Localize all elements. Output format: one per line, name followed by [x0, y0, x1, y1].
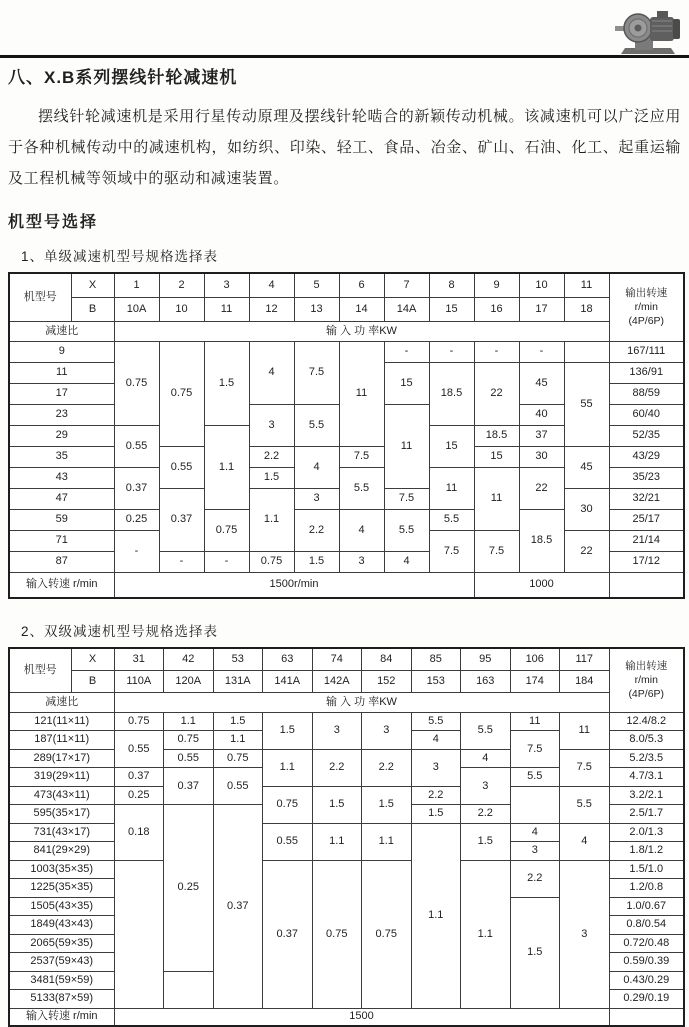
power-cell: 2.2: [411, 786, 461, 805]
power-cell: 5.5: [411, 712, 461, 731]
power-cell: 1.1: [362, 823, 412, 860]
power-cell: 0.75: [263, 786, 313, 823]
power-cell: 3: [294, 488, 339, 509]
x-value-cell: 106: [510, 648, 560, 670]
output-speed-cell: 12.4/8.2: [609, 712, 684, 731]
reducer-photo-image: [613, 8, 683, 55]
power-cell: 2.2: [249, 446, 294, 467]
power-cell: 4: [560, 823, 610, 860]
power-cell: 1.1: [263, 749, 313, 786]
header-row-b: [9, 297, 684, 321]
power-cell: 1.1: [312, 823, 362, 860]
power-cell: 4: [461, 749, 511, 768]
power-cell: 4: [384, 551, 429, 572]
input-speed-value: 1500r/min: [114, 572, 474, 598]
b-value-cell: 10A: [114, 297, 159, 321]
table-row: [9, 823, 684, 842]
power-cell: 30: [519, 446, 564, 467]
footer-row: [9, 572, 684, 598]
ratio-cell: 841(29×29): [9, 842, 114, 861]
output-speed-header: [609, 273, 684, 341]
power-cell: 4: [411, 731, 461, 750]
power-cell: -: [429, 341, 474, 362]
table-row: [9, 786, 684, 805]
x-value-cell: 84: [362, 648, 412, 670]
ratio-cell: 731(43×17): [9, 823, 114, 842]
power-cell: 11: [429, 467, 474, 509]
model-label-cell: 机型号: [9, 273, 71, 321]
power-cell: 1.5: [461, 823, 511, 860]
power-cell: 22: [474, 362, 519, 425]
output-speed-cell: 167/111: [609, 341, 684, 362]
power-cell: 1.1: [204, 425, 249, 509]
power-cell: 1.5: [204, 341, 249, 425]
b-value-cell: 110A: [114, 670, 164, 692]
power-cell: 11: [510, 712, 560, 731]
ratio-cell: 9: [9, 341, 114, 362]
power-cell: 7.5: [429, 530, 474, 572]
x-value-cell: 9: [474, 273, 519, 297]
power-cell: 11: [384, 404, 429, 488]
b-value-cell: 10: [159, 297, 204, 321]
power-cell: 5.5: [339, 467, 384, 509]
output-speed-cell: [609, 1008, 684, 1026]
ratio-cell: 11: [9, 362, 114, 383]
ratio-label-cell: 减速比: [9, 692, 114, 712]
output-speed-cell: 2.0/1.3: [609, 823, 684, 842]
b-value-cell: 174: [510, 670, 560, 692]
power-cell: 11: [560, 712, 610, 749]
x-value-cell: 53: [213, 648, 263, 670]
power-cell: 1.5: [294, 551, 339, 572]
power-cell: 0.75: [164, 731, 214, 750]
ratio-cell: 35: [9, 446, 114, 467]
power-cell: 5.5: [294, 404, 339, 446]
output-speed-cell: 2.5/1.7: [609, 805, 684, 824]
power-cell: [510, 786, 560, 823]
power-cell: 3: [362, 712, 412, 749]
x-value-cell: 10: [519, 273, 564, 297]
x-value-cell: 74: [312, 648, 362, 670]
power-cell: -: [204, 551, 249, 572]
x-value-cell: 1: [114, 273, 159, 297]
output-speed-cell: 1.8/1.2: [609, 842, 684, 861]
power-cell: 3: [560, 860, 610, 1008]
power-cell: -: [114, 530, 159, 572]
power-cell: 7.5: [339, 446, 384, 467]
ratio-cell: 87: [9, 551, 114, 572]
b-value-cell: 153: [411, 670, 461, 692]
power-cell: 4: [339, 509, 384, 551]
power-cell: 3: [461, 768, 511, 805]
power-cell: [564, 341, 609, 362]
x-value-cell: 4: [249, 273, 294, 297]
ratio-cell: 29: [9, 425, 114, 446]
power-cell: 1.1: [213, 731, 263, 750]
table-row: [9, 446, 684, 467]
table-row: [9, 341, 684, 362]
output-header-line: (4P/6P): [628, 688, 665, 701]
x-label-cell: X: [71, 273, 114, 297]
power-cell: [164, 971, 214, 1008]
power-cell: 0.75: [159, 341, 204, 446]
ratio-cell: 1505(43×35): [9, 897, 114, 916]
power-cell: 0.37: [114, 768, 164, 787]
power-cell: 55: [564, 362, 609, 446]
b-label-cell: B: [71, 297, 114, 321]
output-header-line: r/min: [634, 301, 658, 314]
power-cell: 2.2: [312, 749, 362, 786]
power-cell: 1.5: [362, 786, 412, 823]
table2-caption: 2、双级减速机型号规格选择表: [21, 624, 219, 639]
power-cell: 45: [519, 362, 564, 404]
power-cell: 30: [564, 488, 609, 530]
power-cell: 5.5: [429, 509, 474, 530]
b-value-cell: 131A: [213, 670, 263, 692]
power-cell: 4: [510, 823, 560, 842]
ratio-cell: 1225(35×35): [9, 879, 114, 898]
ratio-cell: 17: [9, 383, 114, 404]
power-cell: 0.75: [114, 341, 159, 425]
intro-paragraph: 摆线针轮减速机是采用行星传动原理及摆线针轮啮合的新颖传动机械。该减速机可以广泛应用于各种机械传动中的减速机构，如纺织、印染、轻工、食品、冶金、矿山、石油、化工、起重运输及工程机械等领域中的驱动和减速装置。: [8, 108, 681, 187]
x-value-cell: 7: [384, 273, 429, 297]
ratio-cell: 2537(59×43): [9, 953, 114, 972]
power-cell: 0.75: [114, 712, 164, 731]
output-speed-cell: 1.5/1.0: [609, 860, 684, 879]
power-cell: 2.2: [294, 509, 339, 551]
power-cell: -: [384, 341, 429, 362]
input-speed-value: 1000: [474, 572, 609, 598]
output-speed-cell: 5.2/3.5: [609, 749, 684, 768]
power-cell: 5.5: [560, 786, 610, 823]
power-cell: 1.1: [411, 823, 461, 1008]
x-value-cell: 5: [294, 273, 339, 297]
ratio-label-cell: 减速比: [9, 321, 114, 341]
power-cell: 7.5: [294, 341, 339, 404]
power-cell: 0.37: [164, 768, 214, 805]
b-value-cell: 120A: [164, 670, 214, 692]
output-speed-cell: 60/40: [609, 404, 684, 425]
ratio-cell: 47: [9, 488, 114, 509]
output-speed-cell: 21/14: [609, 530, 684, 551]
power-cell: 0.75: [213, 749, 263, 768]
ratio-cell: 5133(87×59): [9, 990, 114, 1009]
b-value-cell: 152: [362, 670, 412, 692]
ratio-cell: 319(29×11): [9, 768, 114, 787]
ratio-cell: 187(11×11): [9, 731, 114, 750]
ratio-cell: 595(35×17): [9, 805, 114, 824]
power-cell: 7.5: [510, 731, 560, 768]
output-header-line: 输出转速: [625, 660, 668, 673]
b-value-cell: 18: [564, 297, 609, 321]
header-row-power: [9, 692, 684, 712]
power-cell: -: [519, 341, 564, 362]
power-cell: 37: [519, 425, 564, 446]
b-value-cell: 11: [204, 297, 249, 321]
power-cell: 3: [411, 749, 461, 786]
power-cell: 0.75: [249, 551, 294, 572]
power-cell: 1.5: [213, 712, 263, 731]
power-cell: 40: [519, 404, 564, 425]
double-stage-table-container: [8, 647, 681, 1027]
power-cell: 0.25: [164, 805, 214, 972]
footer-row: [9, 1008, 684, 1026]
x-value-cell: 2: [159, 273, 204, 297]
b-value-cell: 16: [474, 297, 519, 321]
output-speed-cell: 35/23: [609, 467, 684, 488]
output-speed-cell: 52/35: [609, 425, 684, 446]
power-cell: 4: [294, 446, 339, 488]
reducer-photo: [613, 8, 683, 55]
power-cell: 18.5: [474, 425, 519, 446]
power-cell: 5.5: [510, 768, 560, 787]
output-speed-cell: 4.7/3.1: [609, 768, 684, 787]
power-cell: 0.37: [263, 860, 313, 1008]
power-cell: 18.5: [429, 362, 474, 425]
output-header-line: r/min: [634, 674, 658, 687]
output-speed-cell: 1.2/0.8: [609, 879, 684, 898]
table-row: [9, 860, 684, 879]
x-value-cell: 117: [560, 648, 610, 670]
x-value-cell: 42: [164, 648, 214, 670]
table1-caption: 1、单级减速机型号规格选择表: [21, 249, 219, 264]
output-speed-cell: 0.59/0.39: [609, 953, 684, 972]
header-row-x: [9, 648, 684, 670]
power-cell: 5.5: [461, 712, 511, 749]
power-cell: 0.75: [312, 860, 362, 1008]
x-value-cell: 11: [564, 273, 609, 297]
output-speed-cell: 0.72/0.48: [609, 934, 684, 953]
output-speed-header: [609, 648, 684, 712]
output-speed-cell: 88/59: [609, 383, 684, 404]
ratio-cell: 1003(35×35): [9, 860, 114, 879]
output-speed-cell: 136/91: [609, 362, 684, 383]
b-label-cell: B: [71, 670, 114, 692]
output-speed-cell: 1.0/0.67: [609, 897, 684, 916]
power-cell: 0.75: [204, 509, 249, 551]
model-selection-table: [8, 272, 685, 599]
power-cell: 1.5: [312, 786, 362, 823]
power-cell: 0.37: [213, 805, 263, 1009]
power-cell: 18.5: [519, 509, 564, 572]
x-value-cell: 6: [339, 273, 384, 297]
power-label-cell: 输 入 功 率KW: [114, 692, 609, 712]
model-selection-table: [8, 647, 685, 1027]
power-cell: 1.1: [164, 712, 214, 731]
power-cell: 45: [564, 446, 609, 488]
table-row: [9, 712, 684, 731]
ratio-cell: 473(43×11): [9, 786, 114, 805]
power-cell: 0.55: [159, 446, 204, 488]
single-stage-table-container: [8, 272, 681, 599]
output-speed-cell: 3.2/2.1: [609, 786, 684, 805]
power-cell: 22: [519, 467, 564, 509]
b-value-cell: 14A: [384, 297, 429, 321]
input-speed-label: 输入转速 r/min: [9, 572, 114, 598]
power-cell: 0.55: [213, 768, 263, 805]
b-value-cell: 12: [249, 297, 294, 321]
power-cell: 3: [312, 712, 362, 749]
x-value-cell: 31: [114, 648, 164, 670]
ratio-cell: 23: [9, 404, 114, 425]
b-value-cell: 15: [429, 297, 474, 321]
power-cell: 15: [384, 362, 429, 404]
power-cell: 0.55: [263, 823, 313, 860]
b-value-cell: 184: [560, 670, 610, 692]
power-cell: 0.75: [362, 860, 412, 1008]
power-cell: 0.18: [114, 805, 164, 861]
page-title: 八、X.B系列摆线针轮减速机: [8, 68, 238, 87]
top-rule: [0, 55, 689, 58]
b-value-cell: 142A: [312, 670, 362, 692]
output-speed-cell: 17/12: [609, 551, 684, 572]
power-cell: 1.5: [249, 467, 294, 488]
table-row: [9, 749, 684, 768]
power-cell: 4: [249, 341, 294, 404]
output-speed-cell: 32/21: [609, 488, 684, 509]
output-header-line: (4P/6P): [628, 315, 665, 328]
output-header-line: 输出转速: [625, 287, 668, 300]
header-row-power: [9, 321, 684, 341]
ratio-cell: 59: [9, 509, 114, 530]
output-speed-cell: 0.43/0.29: [609, 971, 684, 990]
x-label-cell: X: [71, 648, 114, 670]
b-value-cell: 17: [519, 297, 564, 321]
output-speed-cell: 43/29: [609, 446, 684, 467]
power-cell: 2.2: [510, 860, 560, 897]
power-cell: 7.5: [560, 749, 610, 786]
b-value-cell: 13: [294, 297, 339, 321]
x-value-cell: 85: [411, 648, 461, 670]
power-cell: 1.5: [263, 712, 313, 749]
b-value-cell: 14: [339, 297, 384, 321]
power-cell: 1.1: [249, 488, 294, 551]
x-value-cell: 95: [461, 648, 511, 670]
output-speed-cell: 0.29/0.19: [609, 990, 684, 1009]
output-speed-cell: 8.0/5.3: [609, 731, 684, 750]
output-speed-cell: 25/17: [609, 509, 684, 530]
power-cell: 3: [249, 404, 294, 446]
power-cell: 11: [474, 467, 519, 530]
table-body: [9, 712, 684, 1026]
header-row-x: [9, 273, 684, 297]
power-cell: 0.37: [114, 467, 159, 509]
ratio-cell: 2065(59×35): [9, 934, 114, 953]
power-cell: 3: [339, 551, 384, 572]
power-cell: 15: [474, 446, 519, 467]
x-value-cell: 3: [204, 273, 249, 297]
power-cell: 0.55: [114, 731, 164, 768]
power-cell: 0.55: [164, 749, 214, 768]
x-value-cell: 63: [263, 648, 313, 670]
power-cell: 7.5: [384, 488, 429, 509]
power-cell: 2.2: [362, 749, 412, 786]
power-cell: 0.25: [114, 509, 159, 530]
b-value-cell: 163: [461, 670, 511, 692]
power-cell: 7.5: [474, 530, 519, 572]
power-cell: 0.37: [159, 488, 204, 551]
power-cell: 5.5: [384, 509, 429, 551]
power-cell: [114, 860, 164, 1008]
power-label-cell: 输 入 功 率KW: [114, 321, 609, 341]
power-cell: 15: [429, 425, 474, 467]
power-cell: 22: [564, 530, 609, 572]
power-cell: -: [159, 551, 204, 572]
input-speed-value: 1500: [114, 1008, 609, 1026]
model-label-cell: 机型号: [9, 648, 71, 692]
power-cell: 3: [510, 842, 560, 861]
table-header: [9, 273, 684, 341]
header-row-b: [9, 670, 684, 692]
ratio-cell: 121(11×11): [9, 712, 114, 731]
ratio-cell: 43: [9, 467, 114, 488]
ratio-cell: 71: [9, 530, 114, 551]
output-speed-cell: [609, 572, 684, 598]
power-cell: -: [474, 341, 519, 362]
b-value-cell: 141A: [263, 670, 313, 692]
power-cell: 1.5: [411, 805, 461, 824]
power-cell: 2.2: [461, 805, 511, 824]
output-speed-cell: 0.8/0.54: [609, 916, 684, 935]
table-header: [9, 648, 684, 712]
ratio-cell: 3481(59×59): [9, 971, 114, 990]
ratio-cell: 1849(43×43): [9, 916, 114, 935]
table-body: [9, 341, 684, 598]
power-cell: 1.5: [510, 897, 560, 1008]
ratio-cell: 289(17×17): [9, 749, 114, 768]
power-cell: 1.1: [461, 860, 511, 1008]
input-speed-label: 输入转速 r/min: [9, 1008, 114, 1026]
power-cell: 0.55: [114, 425, 159, 467]
power-cell: 11: [339, 341, 384, 446]
power-cell: 0.25: [114, 786, 164, 805]
section-heading: 机型号选择: [8, 214, 99, 231]
x-value-cell: 8: [429, 273, 474, 297]
